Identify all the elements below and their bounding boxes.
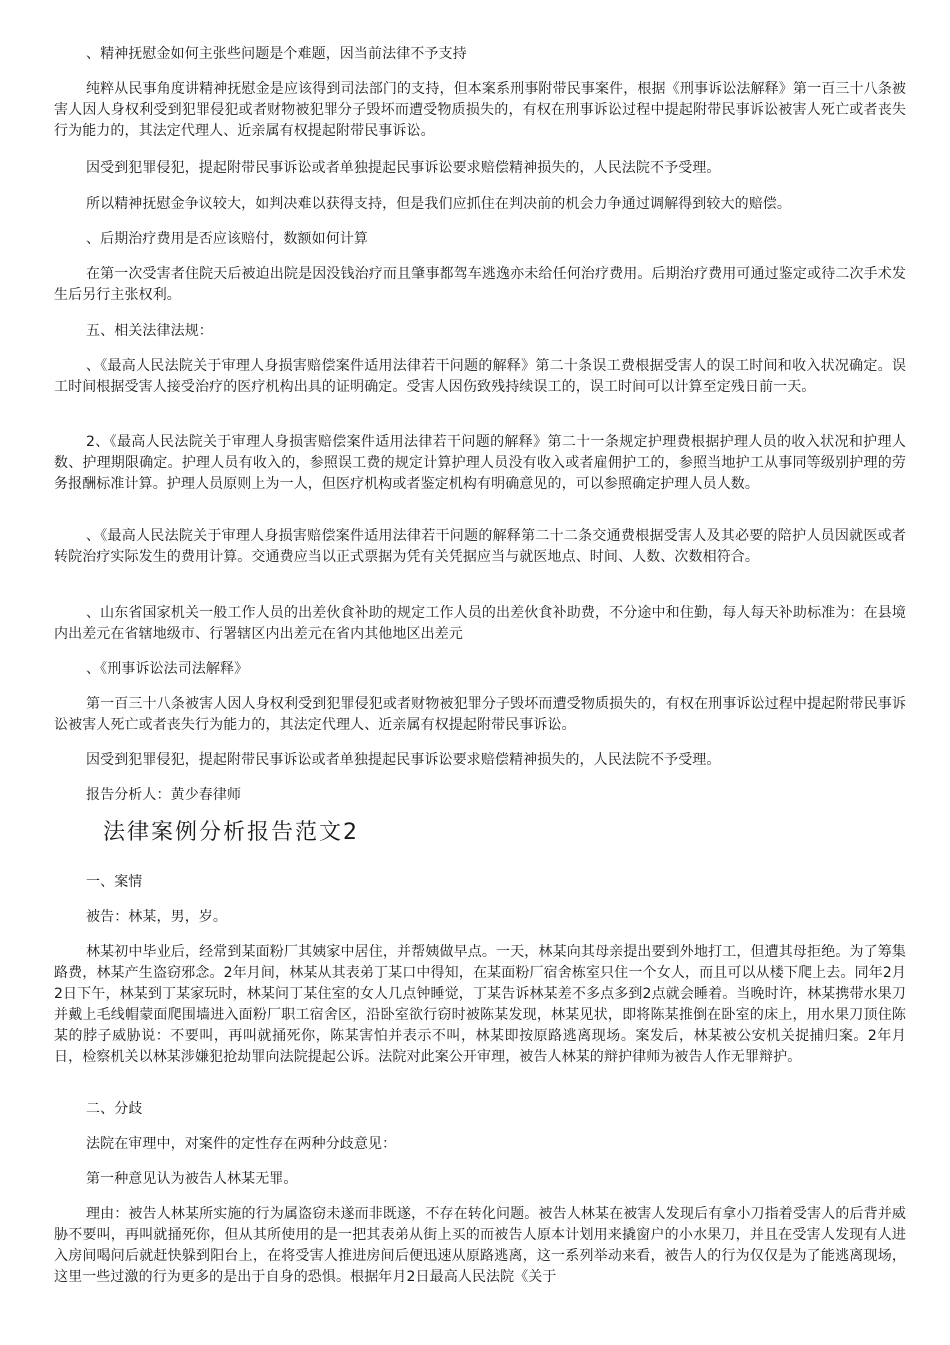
paragraph: 所以精神抚慰金争议较大，如判决难以获得支持，但是我们应抓住在判决前的机会力争通过调解得到较大的赔偿。 xyxy=(86,196,791,212)
law-item-2: 2、《最高人民法院关于审理人身损害赔偿案件适用法律若干问题的解释》第二十一条规定护理费根据护理人员的收入状况和护理人数、护理期限确定。护理人员有收入的，参照误工费的规定计算护理人员没有收入或者雇佣护工的，参照当地护工从事同等级别护理的劳务报酬标准计算。护理人员原则上为一人，但医疗机构或者鉴定机构有明确意见的，可以参照确定护理人员人数。 xyxy=(54,434,906,492)
report-author: 报告分析人：黄少春律师 xyxy=(86,787,242,803)
section-item-4-title: 、精神抚慰金如何主张些问题是个难题，因当前法律不予支持 xyxy=(86,46,467,62)
paragraph: 法院在审理中，对案件的定性存在两种分歧意见： xyxy=(86,1136,397,1152)
law-item-4: 、山东省国家机关一般工作人员的出差伙食补助的规定工作人员的出差伙食补助费，不分途中和住勤，每人每天补助标准为：在县境内出差元在省辖地级市、行署辖区内出差元在省内其他地区出差元 xyxy=(54,605,906,642)
case-facts-paragraph: 林某初中毕业后，经常到某面粉厂其姨家中居住，并帮姨做早点。一天，林某向其母亲提出要到外地打工，但遭其母拒绝。为了筹集路费，林某产生盗窃邪念。2年月间，林某从其表弟丁某口中得知，在某面粉厂宿舍栋室只住一个女人，而且可以从楼下爬上去。同年2月2日下午，林某到丁某家玩时，林某问丁某住室的女人几点钟睡觉，丁某告诉林某差不多点多到2点就会睡着。当晚时许，林某携带水果刀并戴上毛线帽蒙面爬围墙进入面粉厂职工宿舍区，沿卧室欲行窃时被陈某发现，林某见状，即将陈某推倒在卧室的床上，用水果刀顶住陈某的脖子威胁说：不要叫，再叫就捅死你，陈某害怕并表示不叫，林某即按原路逃离现场。案发后，林某被公安机关捉捕归案。2年月日，检察机关以林某涉嫌犯抢劫罪向法院提起公诉。法院对此案公开审理，被告人林某的辩护律师为被告人作无罪辩护。 xyxy=(54,944,906,1065)
section-heading-1: 一、案情 xyxy=(86,874,143,890)
paragraph: 第一百三十八条被害人因人身权利受到犯罪侵犯或者财物被犯罪分子毁坏而遭受物质损失的，有权在刑事诉讼过程中提起附带民事诉讼被害人死亡或者丧失行为能力的，其法定代理人、近亲属有权提起附带民事诉讼。 xyxy=(54,696,906,733)
paragraph: 第一种意见认为被告人林某无罪。 xyxy=(86,1171,298,1187)
article-title: 法律案例分析报告范文2 xyxy=(103,820,359,845)
section-item-5-title: 、后期治疗费用是否应该赔付，数额如何计算 xyxy=(86,231,368,247)
paragraph: 因受到犯罪侵犯，提起附带民事诉讼或者单独提起民事诉讼要求赔偿精神损失的，人民法院不予受理。 xyxy=(86,160,721,176)
law-item-1: 、《最高人民法院关于审理人身损害赔偿案件适用法律若干问题的解释》第二十条误工费根据受害人的误工时间和收入状况确定。误工时间根据受害人接受治疗的医疗机构出具的证明确定。受害人因伤致残持续误工的，误工时间可以计算至定残日前一天。 xyxy=(54,358,906,395)
paragraph: 纯粹从民事角度讲精神抚慰金是应该得到司法部门的支持，但本案系刑事附带民事案件，根据《刑事诉讼法解释》第一百三十八条被害人因人身权利受到犯罪侵犯或者财物被犯罪分子毁坏而遭受物质损失的，有权在刑事诉讼过程中提起附带民事诉讼被害人死亡或者丧失行为能力的，其法定代理人、近亲属有权提起附带民事诉讼。 xyxy=(54,81,906,139)
section-heading-5: 五、相关法律法规： xyxy=(86,323,213,339)
law-item-3: 、《最高人民法院关于审理人身损害赔偿案件适用法律若干问题的解释第二十二条交通费根据受害人及其必要的陪护人员因就医或者转院治疗实际发生的费用计算。交通费应当以正式票据为凭有关凭据应当与就医地点、时间、人数、次数相符合。 xyxy=(54,528,906,565)
reasoning-paragraph: 理由：被告人林某所实施的行为属盗窃未遂而非既遂，不存在转化问题。被告人林某在被害人发现后有拿小刀指着受害人的后背并威胁不要叫，再叫就捅死你，但从其所使用的是一把其表弟从街上买的而被告人原本计划用来撬窗户的小水果刀，并且在受害人发现有人进入房间喝问后就赶快躲到阳台上，在将受害人推进房间后便迅速从原路逃离，这一系列举动来看，被告人的行为仅仅是为了能逃离现场，这里一些过激的行为更多的是出于自身的恐惧。根据年月2日最高人民法院《关于 xyxy=(54,1206,906,1285)
paragraph: 因受到犯罪侵犯，提起附带民事诉讼或者单独提起民事诉讼要求赔偿精神损失的，人民法院不予受理。 xyxy=(86,752,721,768)
law-item-5: 、《刑事诉讼法司法解释》 xyxy=(86,661,249,677)
paragraph: 在第一次受害者住院天后被迫出院是因没钱治疗而且肇事都驾车逃逸亦未给任何治疗费用。后期治疗费用可通过鉴定或待二次手术发生后另行主张权利。 xyxy=(54,266,906,303)
paragraph: 被告：林某，男，岁。 xyxy=(86,909,227,925)
section-heading-2: 二、分歧 xyxy=(86,1101,143,1117)
